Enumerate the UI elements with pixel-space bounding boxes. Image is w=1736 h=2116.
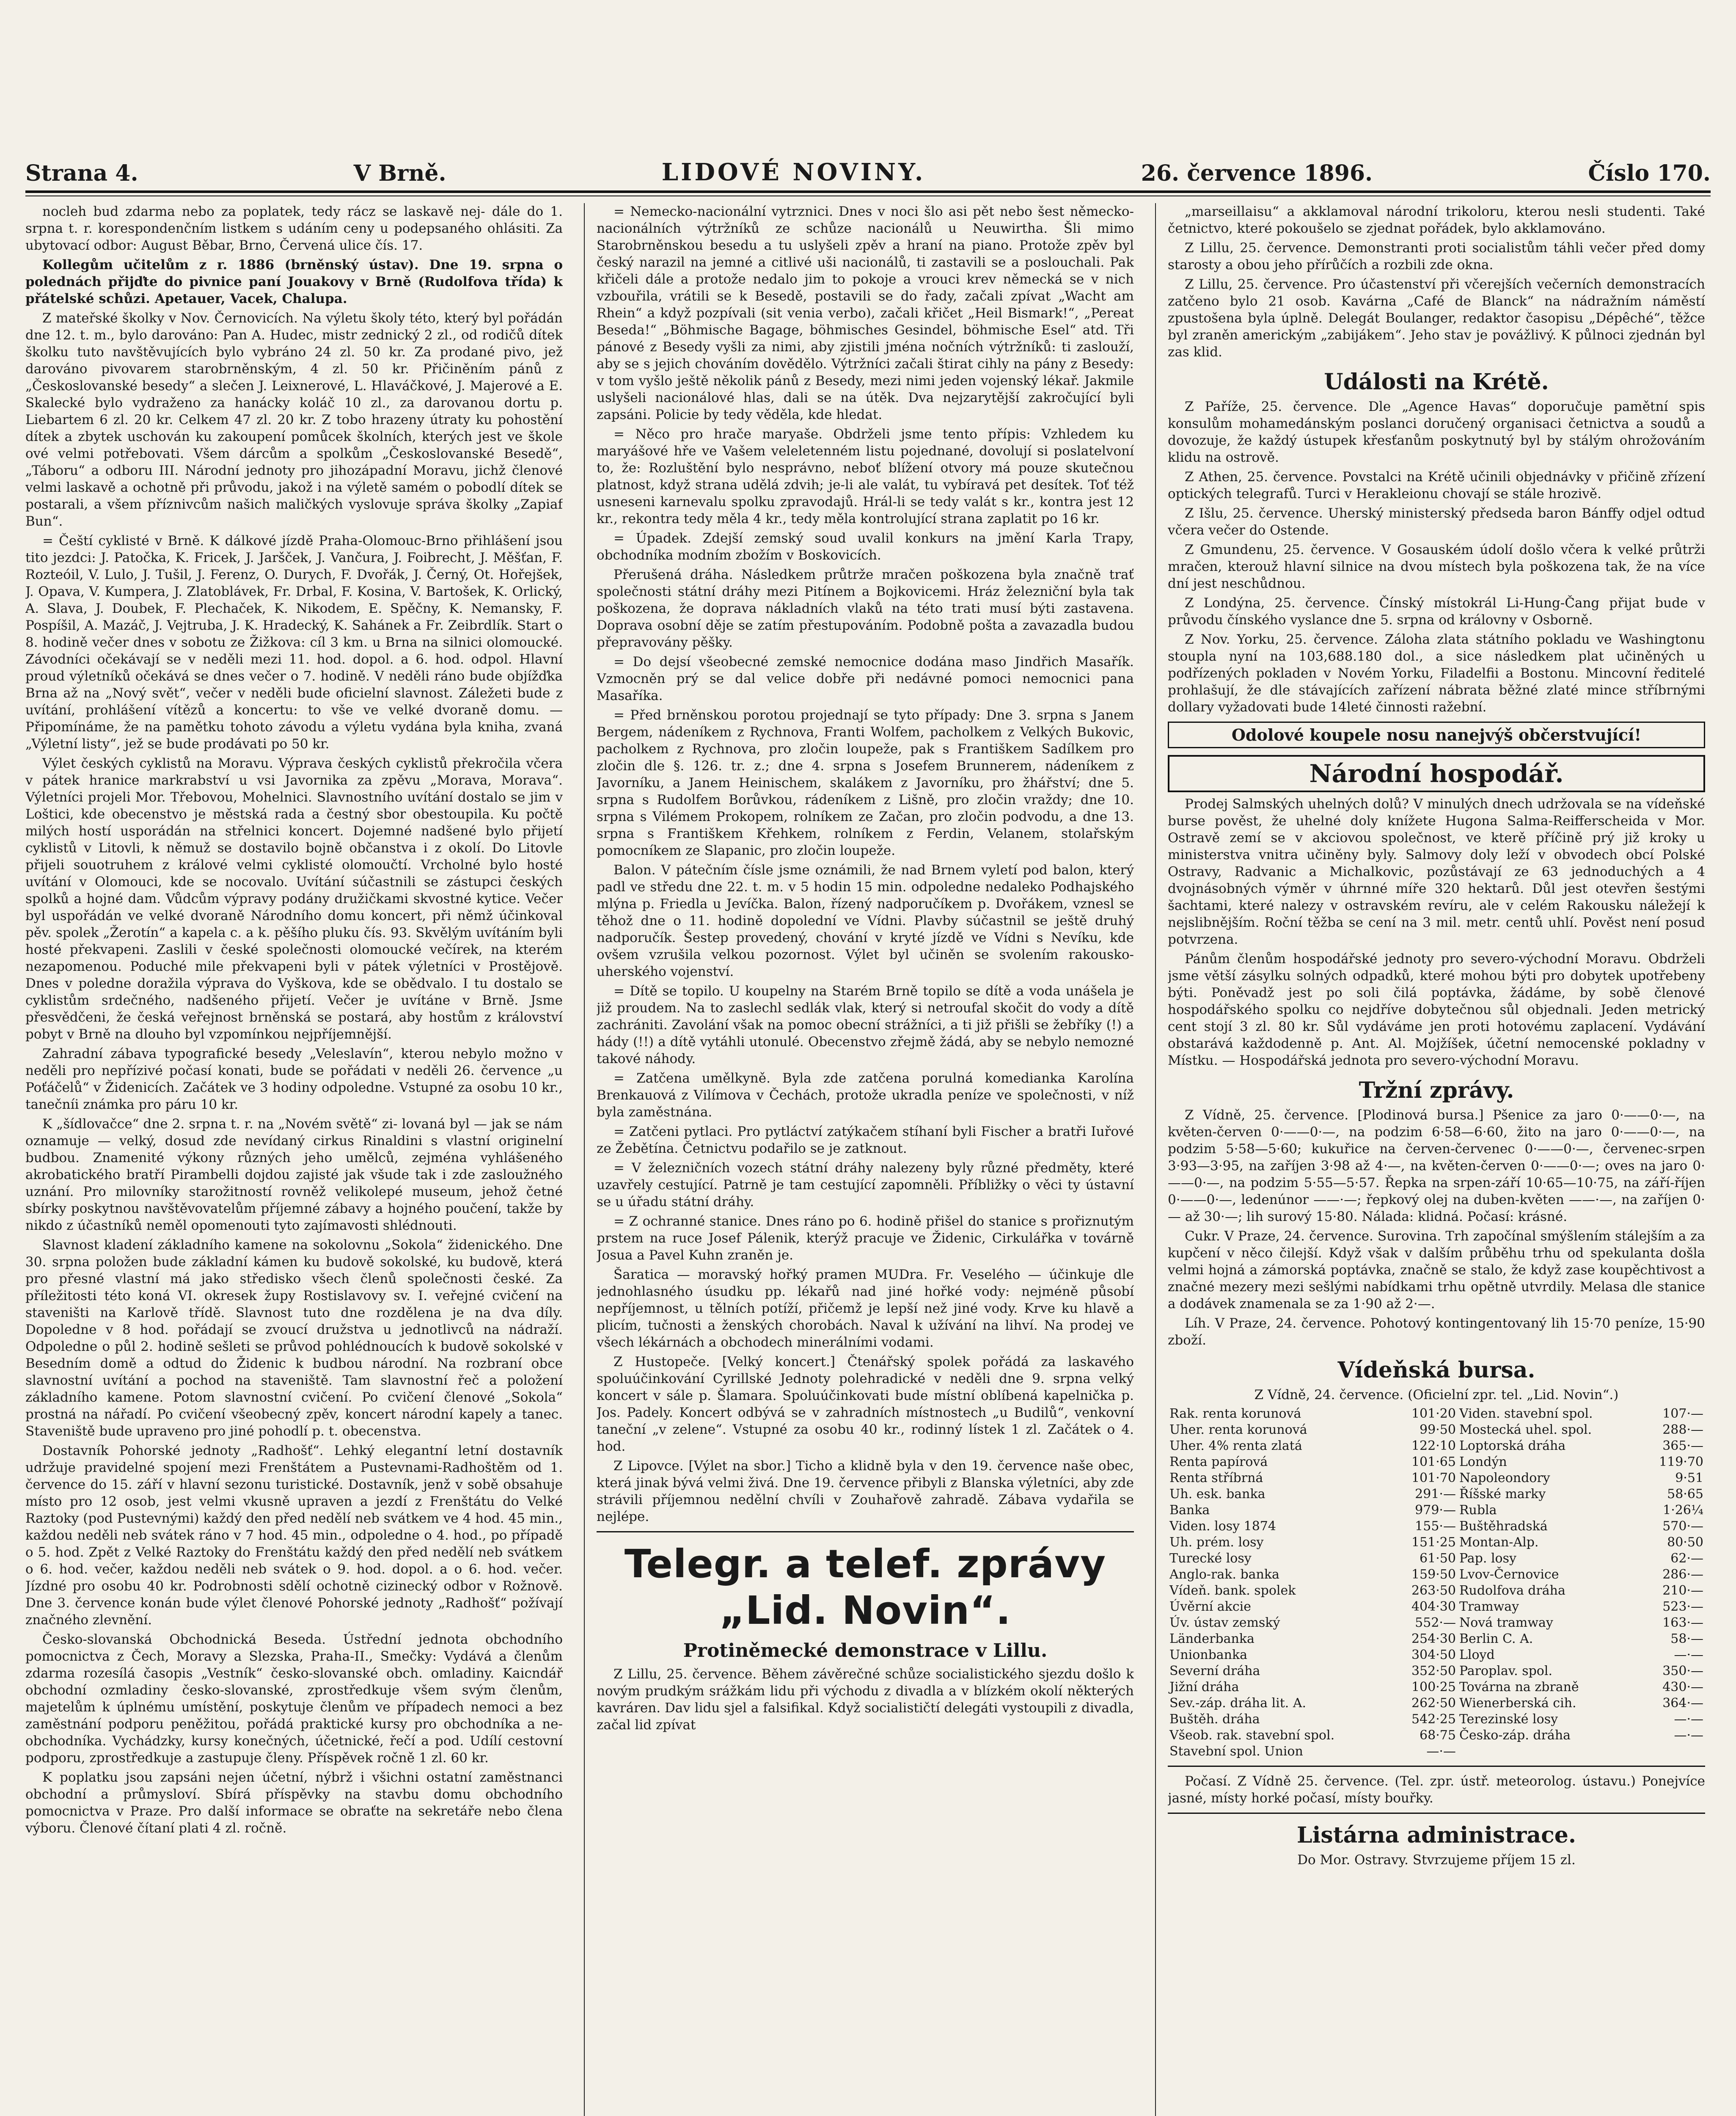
article-paragraph: = Zatčena umělkyně. Byla zde zatčena porulná komedianka Karolína Brenkauová z Vilímova v Čechách, protože ukradla peníze ve společnosti, v níž byla zaměstnána. <box>597 1071 1134 1120</box>
bursa-item-value: 523·— <box>1662 1599 1703 1614</box>
bursa-item-value: 263·50 <box>1411 1583 1456 1598</box>
bursa-item-name: Banka <box>1169 1503 1210 1518</box>
issue-number: Číslo 170. <box>1588 160 1711 186</box>
table-row <box>1168 1535 1705 1551</box>
bursa-item-value: 1·26¼ <box>1663 1503 1703 1518</box>
bursa-item-name: Loptorská dráha <box>1459 1438 1566 1453</box>
bursa-item-name: Lvov-Černovice <box>1459 1567 1559 1582</box>
article-paragraph: Prodej Salmských uhelných dolů? V minulých dnech udržovala se na vídeňské burse pověst, že uhelné doly knížete Hugona Salma-Reifferscheida v Mor. Ostravě zemí se v akciovou společnost, ve kterě příčině prý již kroky u ministerstva vnitra učiněny byly. Salmovy doly leží v obvodech obcí Polské Ostravy, Radvanic a Michalkovic, pozůstávají ze 63 jednoduchých a 4 dvojnásobných výměr v úhrnné míře 320 hektarů. Důl jest otevřen šestými šachtami, které nalezy v ostravském revíru, ale v celém Rakousku náležejí k nejslibnějším. Roční těžba se cení na 3 mil. metr. centů uhlí. Pověst není posud potvrzena. <box>1168 796 1705 947</box>
article-paragraph: Z Lillu, 25. července. Během závěrečné schůze socialistického sjezdu došlo k novým prudkým srážkám lidu při východu z divadla a v blízkém okolí některých kavráren. Dav lidu sjel a falsifikal. Když socialističtí delegáti vystoupili z divadla, začal lid zpívat <box>597 1667 1134 1733</box>
section-rule <box>597 1531 1134 1532</box>
bursa-item-value: 364·— <box>1662 1696 1703 1711</box>
bursa-item-name: Česko-záp. dráha <box>1459 1728 1571 1743</box>
article-paragraph: Česko-slovanská Obchodnická Beseda. Ústřední jednota obchodního pomocnictva z Čech, Moravy a Slezska, Praha-II., Smečky: Vydává a členům zdarma rozesílá časopis „Vestník“ česko-slovanské obch. omladiny. Kaicndář obchodní ozmladiny česko-slovanské, zprostředkuje všem svým členům, majetelům k úplnému umístění, poskytuje členům ve případech nemoci a bez zaměstnání podporu peněžitou, pořádá praktické kursy pro obchodníka a ne-obchodníka. Vychádzky, kursy konečných, účetnické, řečí a pod. Udílí cestovní podporu, zprostředkuje a zastupuje členy. Příspěvek ročně 1 zl. 60 kr. <box>25 1632 563 1766</box>
masthead-rule <box>25 190 1711 193</box>
article-paragraph: Z Lillu, 25. července. Pro účastenství při včerejších večerních demonstracích zatčeno bylo 21 osob. Kavárna „Café de Blanck“ na nádražním náměstí zpustošena byla úplně. Delegát Boulanger, redaktor časopisu „Dépêché“, těžce byl zraněn americkým „zabijákem“. Jeho stav je povážlivý. K půlnoci zjednán byl zas klid. <box>1168 277 1705 360</box>
table-row <box>1168 1599 1705 1615</box>
article-paragraph: Pánům členům hospodářské jednoty pro severo-východní Moravu. Obdrželi jsme větší zásylku solných odpadků, které mohou býti pro dobytek upotřebeny býti. Poněvadž jest po soli čilá poptávka, žádáme, by sobě členové hospodářského spolku co nejdříve dobytečnou sůl objednali. Jeden metrický cent stojí 3 zl. 80 kr. Sůl vydáváme jen proti hotovému zaplacení. Vydávání obstarává každodenně p. Ant. Al. Mojžíšek, účetní nemocenské pokladny v Místku. — Hospodářská jednota pro severo-východní Moravu. <box>1168 951 1705 1068</box>
bursa-item-value: 101·65 <box>1411 1455 1456 1469</box>
article-paragraph: = Z ochranné stanice. Dnes ráno po 6. hodině přišel do stanice s prořiznutým prstem na ruce Josef Pálenik, kterýž pracuje ve Židenic, Cirkulářka v továrně Josua a Pavel Kuhn zraněn je. <box>597 1214 1134 1263</box>
section-rule <box>1168 1766 1705 1767</box>
bursa-item-name: Jižní dráha <box>1169 1680 1239 1694</box>
table-row <box>1168 1406 1705 1422</box>
bursa-item-name: Turecké losy <box>1169 1551 1252 1566</box>
article-paragraph: Přerušená dráha. Následkem průtrže mračen poškozena byla značně trať společnosti státní dráhy mezi Pitínem a Bojkovicemi. Hráz železniční byla tak poškozena, že doprava nákladních vlaků na této trati musí býti zastavena. Doprava osobní děje se zatím přestupováním. Podobně pošta a zavazadla budou přepravovány pěšky. <box>597 567 1134 650</box>
bursa-item-name: Renta stříbrná <box>1169 1471 1263 1485</box>
table-row <box>1168 1631 1705 1647</box>
section-heading: Události na Krétě. <box>1324 369 1549 395</box>
bursa-item-name: Sev.-záp. dráha lit. A. <box>1169 1696 1307 1711</box>
article-paragraph: = Dítě se topilo. U koupelny na Starém Brně topilo se dítě a voda unášela je již proudem. Na to zaslechl sedlák vlak, který si netroufal skočit do vody a dítě zachrániti. Zavolání však na pomoc obecní strážníci, a ti již přišli se žebříky (!) a hády (!!) a dítě vytáhli utonulé. Obecenstvo zřejmě žádá, aby se nebylo nemozné takové náhody. <box>597 984 1134 1066</box>
bursa-item-name: Uher. 4% renta zlatá <box>1169 1438 1302 1453</box>
bursa-item-name: Stavební spol. Union <box>1169 1744 1303 1759</box>
section-rule <box>1168 1813 1705 1814</box>
telegraph-heading: Telegr. a telef. zprávy „Lid. Novin“. <box>624 1541 1106 1633</box>
bursa-item-value: 254·30 <box>1411 1631 1456 1646</box>
bursa-item-name: Rak. renta korunová <box>1169 1406 1301 1421</box>
article-paragraph: Z mateřské školky v Nov. Černovicích. Na výletu školy této, který byl pořádán dne 12. t. m., bylo darováno: Pan A. Hudec, mistr zednický 2 zl., od rodičů dítek školku tuto navštěvujících bylo vybráno 24 zl. 50 kr. Za prodané pivo, jež darováno pivovarem starobrněnským, 4 zl. 50 kr. Přičiněním pánů z „Českoslovanské besedy“ a slečen J. Leixnerové, L. Hlaváčkové, J. Majerové a E. Skalecké bylo vydraženo za hanácky koláč 10 zl., za darovanou dortu p. Liebartem 6 zl. 20 kr. Celkem 47 zl. 20 kr. Z tobo hrazeny útraty ku pohostění dítek a zbytek uschován ku zakoupení pomůcek školních, kterých jest ve škole ové velmi potřebovati. Všem dárcům a spolkům „Českoslovanské Besedě“, „Táboru“ a odboru III. Národní jednoty pro jihozápadní Moravu, jichž členové velmi laskavě a ochotně při průvodu, jakož i na výletě samém o pobodlí dítek se postarali, a všem příznivcům našich maličkých vyslovuje správa školky „Zapiaf Bun“. <box>25 311 563 529</box>
table-row <box>1168 1454 1705 1470</box>
bursa-item-value: —·— <box>1674 1648 1703 1662</box>
table-row <box>1168 1679 1705 1695</box>
bursa-item-value: 100·25 <box>1411 1680 1456 1694</box>
table-row <box>1168 1583 1705 1599</box>
bursa-item-value: 101·20 <box>1411 1406 1456 1421</box>
bursa-item-value: 210·— <box>1662 1583 1703 1598</box>
bursa-item-name: Úvěrní akcie <box>1169 1599 1251 1614</box>
table-row <box>1168 1728 1705 1744</box>
bursa-item-name: Úv. ústav zemský <box>1169 1615 1280 1630</box>
bursa-item-value: 404·30 <box>1411 1599 1456 1614</box>
bursa-item-value: 107·— <box>1662 1406 1703 1421</box>
bursa-item-value: 151·25 <box>1411 1535 1456 1550</box>
table-row <box>1168 1551 1705 1567</box>
bursa-item-value: 262·50 <box>1411 1696 1456 1711</box>
bursa-item-name: Vídeň. bank. spolek <box>1169 1583 1296 1598</box>
article-paragraph: Cukr. V Praze, 24. července. Surovina. Trh započínal smýšlením stálejším a za kupčení v něco čilejší. Když však v dalším průběhu trhu od spekulanta došla velmi hojná a zámorská poptávka, značně se stalo, že když zase koupěchtivost a značné mezery mezi sešlými nabídkami trhu opětně utvrdily. Melasa dle stanice a dodávek znamenala se za 1·90 až 2·—. <box>1168 1229 1705 1311</box>
bursa-item-name <box>1458 1744 1641 1760</box>
bursa-item-value: 552·— <box>1415 1615 1456 1630</box>
bursa-item-value: 159·50 <box>1411 1567 1456 1582</box>
table-row <box>1168 1470 1705 1486</box>
article-paragraph: Z Paříže, 25. července. Dle „Agence Havas“ doporučuje pamětní spis konsulům mohamedánským poslanci doručený organisaci četnictva a soudů a dovozuje, že každý ústupek křesťanům poskytnutý byl by stálým ohrožováním klidu na ostrově. <box>1168 399 1705 465</box>
article-paragraph: Z Lillu, 25. července. Demonstranti proti socialistům táhli večer před domy starosty a obou jeho přírůčích a rozbili zde okna. <box>1168 240 1705 273</box>
column-3 <box>1168 203 1705 2116</box>
bursa-item-name: Nová tramway <box>1459 1615 1553 1630</box>
bursa-item-value: 542·25 <box>1411 1712 1456 1727</box>
bursa-item-value: 352·50 <box>1411 1664 1456 1678</box>
bursa-item-value: 61·50 <box>1420 1551 1456 1566</box>
bursa-item-value: —·— <box>1674 1712 1703 1727</box>
article-paragraph: Z Vídně, 25. července. [Plodinová bursa.] Pšenice za jaro 0·——0·—, na květen-červen 0·——0·—, na podzim 6·58—6·60, žito na jaro 0·——0·—, na podzim 5·58—5·60; kukuřice na červen-červenec 0·——0·—, červenec-srpen 3·93—3·95, na zaříjen 3·98 až 4·—, na květen-červen 0·——0·—; oves na jaro 0·——0·—, na podzim 5·55—5·57. Řepka na srpen-září 10·65—10·75, na září-říjen 0·——0·—, ledenúnor ——·—; řepkový olej na duben-květen ——·—, na zaříjen 0·— až 30·—; lih surový 15·80. Nálada: klidná. Počasí: krásné. <box>1168 1108 1705 1224</box>
bursa-item-name: Mostecká uhel. spol. <box>1459 1422 1592 1437</box>
bursa-item-name: Napoleondory <box>1459 1471 1550 1485</box>
bursa-item-value: 288·— <box>1662 1422 1703 1437</box>
bursa-item-value: 80·50 <box>1667 1535 1703 1550</box>
column-divider <box>1155 203 1156 2116</box>
column-2 <box>597 203 1134 2116</box>
bursa-item-value: 101·70 <box>1411 1471 1456 1485</box>
article-paragraph: Z Lipovce. [Výlet na sbor.] Ticho a klidně byla v den 19. července naše obec, která jinak bývá velmi živá. Dne 19. července přibyli z Blanska výletníci, aby zde strávili příjemnou nedělní chvíli v Zouhařově zahradě. Zábava vydařila se nejlépe. <box>597 1458 1134 1524</box>
bursa-item-name: Říšské marky <box>1459 1487 1546 1502</box>
bursa-item-value: 365·— <box>1662 1438 1703 1453</box>
bursa-item-name: Viden. losy 1874 <box>1169 1519 1276 1534</box>
table-row <box>1168 1647 1705 1663</box>
table-row <box>1168 1422 1705 1438</box>
article-paragraph: = Do dejsí všeobecné zemské nemocnice dodána maso Jindřich Masařík. Vzmocněn prý se dal velice dobře při nedávné pomoci nemocnici pana Masaříka. <box>597 654 1134 703</box>
table-row <box>1168 1711 1705 1728</box>
bursa-item-value: —·— <box>1426 1744 1456 1759</box>
bursa-item-value: —·— <box>1674 1728 1703 1743</box>
bursa-item-name: Viden. stavební spol. <box>1459 1406 1593 1421</box>
bursa-item-value <box>1641 1744 1705 1760</box>
bursa-item-value: 286·— <box>1662 1567 1703 1582</box>
page-number: Strana 4. <box>25 160 138 186</box>
article-paragraph: Slavnost kladení základního kamene na sokolovnu „Sokola“ židenického. Dne 30. srpna položen bude základní kámen ku budově sokolské, ku budově, která pro přesné vlastní má jako středisko všech členů společnosti české. Za příležitosti této koná VI. okresek župy Rostislavovy sv. I. veřejné cvičení na staveništi na Karlově třídě. Slavnost tuto dne rozdělena je na dva díly. Dopoledne v 8 hod. pořádají se zvoucí družstva u jednotlivců na nádraží. Odpoledne o půl 2. hodině sešleti se průvod pohlédnoucích k budově sokolské v Besedním domě a odtud do Židenic k budbou národní. Na rozbraní obce slavnostní uvítání a pochod na staveniště. Tam slavnostní řeč a položení základního kamene. Potom slavnostní cvičení. Po cvičení členové „Sokola“ prostná na nářadí. Po cvičení všeobecný zpěv, koncert národní kapely a tanec. Staveniště bude upraveno pro jiné pohodlí p. t. obecenstva. <box>25 1237 563 1439</box>
bursa-item-value: 58·65 <box>1667 1487 1703 1502</box>
article-paragraph: nocleh bud zdarma nebo za poplatek, tedy rácz se laskavě nej- dále do 1. srpna t. r. korespondenčním listkem s udáním ceny u podepsaného ohlásiti. Za ubytovací odbor: August Běbar, Brno, Červená ulice čís. 17. <box>25 204 563 253</box>
bursa-item-value: 430·— <box>1662 1680 1703 1694</box>
table-row <box>1168 1486 1705 1502</box>
bursa-item-name: Anglo-rak. banka <box>1169 1567 1279 1582</box>
bursa-item-name: Renta papírová <box>1169 1455 1268 1469</box>
bursa-item-name: Unionbanka <box>1169 1648 1248 1662</box>
bursa-item-name: Pap. losy <box>1459 1551 1516 1566</box>
bursa-item-value: 58·— <box>1670 1631 1703 1646</box>
article-paragraph: Z Hustopeče. [Velký koncert.] Čtenářský spolek pořádá za laskavého spoluúčinkování Cyrillské Jednoty polehradické v neděli dne 9. srpna velký koncert v sále p. Šlamara. Spoluúčinkovati bude místní oblíbená kapelnička p. Jos. Padely. Koncert odbývá se v zahradních místnostech „u Budilů“, venkovní taneční „v zelene“. Vstupné za osobu 40 kr., rodinný lístek 1 zl. Začátek o 4. hod. <box>597 1354 1134 1454</box>
bursa-item-name: Továrna na zbraně <box>1459 1680 1579 1694</box>
bursa-item-value: 68·75 <box>1420 1728 1456 1743</box>
bursa-item-name: Uh. esk. banka <box>1169 1487 1266 1502</box>
place: V Brně. <box>353 160 446 186</box>
article-paragraph: „marseillaisu“ a akklamoval národní trikoloru, kterou nesli studenti. Také četnictvo, které pokoušelo se zjednat pořádek, bylo akklamováno. <box>1168 204 1705 236</box>
bursa-item-name: Buštěhradská <box>1459 1519 1548 1534</box>
bursa-item-name: Wienerberská cih. <box>1459 1696 1576 1711</box>
article-paragraph: Z Gmundenu, 25. července. V Gosauském údolí došlo včera k velké průtrži mračen, kterouž hlavní silnice na dvou místech byla poškozena tak, že na více dní jest neschůdnou. <box>1168 542 1705 591</box>
bursa-item-value: 304·50 <box>1411 1648 1456 1662</box>
article-paragraph: = Před brněnskou porotou projednají se tyto případy: Dne 3. srpna s Janem Bergem, nádeníkem z Rychnova, Franti Wolfem, pacholkem z Velkých Bukovic, pacholkem z Rychnova, pro zločin loupeže, pak s Františkem Sadílkem pro zločin dle §. 126. tr. z.; dne 4. srpna s Josefem Brunnerem, nádeníkem z Javorníku, a Janem Heinischem, skalákem z Javorníku, pro žhářství; dne 5. srpna s Rudolfem Borůvkou, rádeníkem z Lišně, pro zločin vraždy; dne 10. srpna s Vilémem Prokopem, rolníkem ze Začan, pro zločin podvodu, a dne 13. srpna s Františkem Křehkem, rolníkem z Ferdin, Velanem, stolařským pomocníkem ze Slapanic, pro zločin loupeže. <box>597 708 1134 858</box>
article-paragraph: Výlet českých cyklistů na Moravu. Výprava českých cyklistů překročila včera v pátek hranice markrabství u vsi Javornika za zpěvu „Morava, Morava“. Výletníci projeli Mor. Třebovou, Mohelnici. Slavnostního uvítání dostalo se jim v Loštici, kde obecenstvo je městská rada a čestný sbor obestoupila. Ku počtě milých hostí usporádán na střelnici koncert. Dojemné nadšené bylo přijetí cyklistů v Litovli, k němuž se dostavilo bojně občanstva i z okolí. Do Litovle přijeli souotruhem z králové velmi cyklisté olomoučtí. Vrcholné bylo hosté uvítání v Olomouci, kde se nocovalo. Uvítání súčastnili se zástupci českých spolků a hojné dam. Vůdcům výpravy podány družičkami skvostné kytice. Večer byl uspořádán ve velké dvoraně Národního domu koncert, při němž účinkoval pěv. spolek „Žerotín“ a kapela c. a k. pěšího pluku čís. 93. Skvělým uvítáním byli hosté překvapeni. Zaslili v české společnosti olomoucké večírek, na kterém nezapomenou. Poduché mile překvapeni byli v pátek výletníci v Prostějově. Dnes v poledne doražila výprava do Vyškova, kde se obědvalo. I tu dostalo se cyklistům srdečného, nadšeného přijetí. Večer je uvítáne v Brně. Jsme přesvědčeni, že česká veřejnost brněnská se postará, aby hostům z království pobyt v Brně na dlouho byl vzpomínkou nejpříjemnější. <box>25 756 563 1042</box>
telegraph-subheading: Protiněmecké demonstrace v Lillu. <box>683 1640 1048 1661</box>
bursa-item-name: Paroplav. spol. <box>1459 1664 1553 1678</box>
article-paragraph: = Něco pro hrače maryaše. Obdrželi jsme tento přípis: Vzhledem ku maryášové hře ve Vašem veleletenném listu pojednané, dovolují si poslatelvoní to, že: Rozluštění bylo nesprávno, neboť blížení otvory má pouze skutečnou platnost, když strana udělá zdvih; je-li ale valát, tu vybíravá pet desítek. Toť též usneseni karnevalu spolku zpravodajů. Hrál-li se tedy valát s kr., kontra jest 12 kr., rekontra tedy měla 4 kr., tedy měla kontrolující strana zaplatit po 16 kr. <box>597 427 1134 526</box>
section-heading: Tržní zprávy. <box>1359 1077 1514 1103</box>
article-paragraph: Šaratica — moravský hořký pramen MUDra. Fr. Veselého — účinkuje dle jednohlasného úsudku pp. lékařů nad jiné hořké vody: nejméně působí nepříjemnost, u tělních potíží, přičemž je lepší než jiné vody. Krve ku hlavě a plicím, tučnosti a ženských chorobách. Naval k užívání na lihví. Na prodej ve všech lékárnách a obchodech minerálními vodami. <box>597 1267 1134 1350</box>
bursa-item-name: Montan-Alp. <box>1459 1535 1539 1550</box>
bursa-item-name: Tramway <box>1459 1599 1519 1614</box>
bursa-item-value: 99·50 <box>1420 1422 1456 1437</box>
issue-date: 26. července 1896. <box>1141 160 1373 186</box>
bursa-item-value: 122·10 <box>1411 1438 1456 1453</box>
newspaper-title: LIDOVÉ NOVINY. <box>661 158 926 186</box>
bursa-item-name: Severní dráha <box>1169 1664 1260 1678</box>
bursa-item-value: 979·— <box>1415 1503 1456 1518</box>
table-row <box>1168 1695 1705 1711</box>
bursa-item-value: 350·— <box>1662 1664 1703 1678</box>
bursa-item-value: 291·— <box>1415 1487 1456 1502</box>
bursa-item-value: 62·— <box>1670 1551 1703 1566</box>
bursa-item-name: Lloyd <box>1459 1648 1495 1662</box>
article-paragraph: Dostavník Pohorské jednoty „Radhošť“. Lehký elegantní letní dostavník udržuje pravidelné spojení mezi Frenštátem a Pustevnami-Radhoštěm od 1. července do 15. září v hlavní sezonu turistické. Dostavník, jenž v sobě obsahuje místo pro 12 osob, jest velmi vkusně upraven a jezdí z Frenštátu do Velké Raztoky (pod Pustevnými) každý den před nedělí neb svátkem ve 4 hod. 45 min., každou neděli neb svátek ráno v 7 hod. 45 min., odpoledne o 4. hod., po případě o 5. hod. Zpět z Velké Raztoky do Frenštátu každý den před nedělí neb svátkem o 6. hod. večer, každou neděli neb svátek o 9. hod. dopol. a o 6. hod. večer. Jízdné pro osobu 40 kr. Podrobnosti sdělí ochotně cizinecký odbor v Rožnově. Dne 3. července konán bude výlet členové Pohorské jednoty „Radhošť“ požívají značného zlevnění. <box>25 1443 563 1628</box>
article-paragraph: = Čeští cyklisté v Brně. K dálkové jízdě Praha-Olomouc-Brno přihlášení jsou tito jezdci: J. Patočka, K. Fricek, J. Jaršček, J. Vančura, J. Foibrecht, J. Měšťan, F. Rozteóil, V. Lulo, J. Tušil, J. Ferenz, O. Durych, F. Dvořák, J. Černý, Ot. Hořejšek, J. Opava, V. Kumpera, J. Zlatoblávek, Fr. Drbal, F. Kosina, V. Bartošek, K. Orlický, A. Slava, J. Doubek, F. Plechaček, K. Nikodem, E. Spěčny, K. Nemansky, F. Pospíšil, A. Mazáč, J. Vejtruba, J. K. Hradecký, K. Sahánek a Fr. Zeibrdlík. Start o 8. hodině večer dnes v sobotu ze Žižkova: cíl 3 km. u Brna na silnici olomoucké. Závodníci očekávají se v neděli mezi 11. hod. dopol. a 6. hod. odpol. Hlavní proud výletníků očekává se dnes večer o 7. hodině. V neděli ráno bude objížďka Brna až na „Nový svět“, večer v neděli bude oficielní slavnost. Záležeti bude z uvítání, prohlášení vítězů a koncertu: to vše ve velké dvoraně domu. — Připomínáme, že na pamětku tohoto závodu a výletu vydána byla kniha, zvaná „Výletní listy“, jež se bude prodávati po 50 kr. <box>25 533 563 752</box>
bursa-item-name: Rubla <box>1459 1503 1497 1518</box>
table-row <box>1168 1744 1705 1760</box>
bursa-table <box>1168 1406 1705 1760</box>
article-paragraph: Do Mor. Ostravy. Stvrzujeme příjem 15 zl. <box>1297 1852 1576 1868</box>
bursa-item-name: Berlin C. A. <box>1459 1631 1533 1646</box>
column-1 <box>25 203 563 2116</box>
article-paragraph: K „šídlovačce“ dne 2. srpna t. r. na „Novém světě“ zi- lovaná byl — jak se nám oznamuje — velký, dosud zde nevídaný cirkus Rinaldini s vlastní originelní budbou. Znamenité výkony různých jeho umělců, zejména vyhlášeného akrobatického bratří Pirambelli dojdou zajisté jak všude tak i zde zasloužného uznání. Pro milovníky starožitností rovněž velikolepé museum, jehož četné sbírky poskytnou navštěvovatelům příjemné zábavy a hojného poučení, takže by nikdo z účastníků neměl opomenouti tyto zajímavosti shlédnouti. <box>25 1116 563 1233</box>
section-heading: Národní hospodář. <box>1168 755 1705 792</box>
article-paragraph: Zahradní zábava typografické besedy „Veleslavín“, kterou nebylo možno v neděli pro nepřízivé počasí konati, bude se pořádati v neděli 26. července „u Poťáčelů“ v Židenicích. Začátek ve 3 hodiny odpoledne. Vstupné za osobu 10 kr., tanečníi známka pro páru 10 kr. <box>25 1046 563 1112</box>
table-row <box>1168 1615 1705 1631</box>
article-paragraph: Z Išlu, 25. července. Uherský ministerský předseda baron Bánffy odjel odtud včera večer do Ostende. <box>1168 506 1705 538</box>
article-paragraph: Líh. V Praze, 24. července. Pohotový kontingentovaný lih 15·70 peníze, 15·90 zboží. <box>1168 1316 1705 1348</box>
bursa-subheading: Z Vídně, 24. července. (Oficielní zpr. tel. „Lid. Novin“.) <box>1254 1387 1619 1402</box>
bursa-item-name: Rudolfova dráha <box>1459 1583 1565 1598</box>
article-paragraph: = Nemecko-nacionální vytrznici. Dnes v noci šlo asi pět nebo šest německo-nacionálních výtržníků ze schůze nacionálů u Neuwirtha. Šli mimo Starobrněnskou besedu a tu uslyšeli zpěv a hraní na piano. Protože zpěv byl český narazil na jemné a citlivé uši nacionálů, ti zastavili se a poslouchali. Pak křičeli dále a protože nedalo jim to pokoje a vrouci krev německá se v nich vzbouřila, vrátili se k Besedě, postavili se do řady, začali zpívat „Wacht am Rhein“ a když pozpívali (sit venia verbo), začali křičet „Heil Bismark!“, „Pereat Beseda!“ „Böhmische Bagage, böhmisches Gesindel, böhmische Esel“ atd. Tři pánové z Besedy vyšli za nimi, aby zjistili jména nočních výtržníků: ti zaslouží, aby se s jejich chováním dovědělo. Výtržníci začali štirat cihly na pány z Besedy: v tom vyšlo ještě několik pánů z Besedy, mezi nimi jeden vojenský lékař. Jakmile uslyšeli nacionálové hlas, dali se na útěk. Dva nejzarytější zakročující byli zapsáni. Policie by tedy věděla, kde hledat. <box>597 204 1134 422</box>
bursa-item-name: Uher. renta korunová <box>1169 1422 1307 1437</box>
bursa-item-name: Uh. prém. losy <box>1169 1535 1264 1550</box>
weather-report: Počasí. Z Vídně 25. července. (Tel. zpr. ústř. meteorolog. ústavu.) Ponejvíce jasné, místy horké počasí, místy bouřky. <box>1168 1774 1705 1806</box>
article-paragraph: Z Athen, 25. července. Povstalci na Krétě učinili objednávky v přičině zřízení optických telegrafů. Turci v Herakleionu chovají se stále hrozivě. <box>1168 469 1705 501</box>
article-paragraph: Kollegům učitelům z r. 1886 (brněnský ústav). Dne 19. srpna o polednách přijďte do pivnice paní Jouakovy v Brně (Rudolfova třída) k přátelské schůzi. Apetauer, Vacek, Chalupa. <box>25 257 563 306</box>
bursa-item-name: Všeob. rak. stavební spol. <box>1169 1728 1335 1743</box>
article-paragraph: = V železničních vozech státní dráhy nalezeny byly různé předměty, které uzavřely cestující. Patrně je tam cestující zapomněli. Příbližky o věci ty ústavní se u úřadu státní dráhy. <box>597 1160 1134 1210</box>
article-paragraph: K poplatku jsou zapsáni nejen účetní, nýbrž i všichni ostatní zaměstnanci obchodní a průmysloví. Sbírá příspěvky na stavbu domu obchodního pomocnictva v Praze. Pro další informace se obraťte na sekretáře nebo člena výboru. Členové čítaní plati 4 zl. ročně. <box>25 1770 563 1836</box>
bursa-item-value: 163·— <box>1662 1615 1703 1630</box>
bursa-item-value: 9·51 <box>1675 1471 1703 1485</box>
bursa-item-name: Buštěh. dráha <box>1169 1712 1260 1727</box>
article-paragraph: = Zatčeni pytlaci. Pro pytláctví zatýkačem stíhaní byli Fischer a bratři Iuřové ze Žebětína. Četnictvu podařilo se je zatknout. <box>597 1124 1134 1156</box>
bursa-item-name: Londýn <box>1459 1455 1507 1469</box>
article-paragraph: Balon. V pátečním čísle jsme oznámili, že nad Brnem vyletí pod balon, který padl ve středu dne 22. t. m. v 5 hodin 15 min. odpoledne nedaleko Podhajského mlýna p. Friedla u Jevíčka. Balon, řízený nadporučíkem p. Dvořákem, vznesl se těhož dne o 11. hodině dopolední ve Vídni. Plavby súčastnil se ještě druhý nadporučík. Šestep provedený, chování v kryté jízdě ve Vídni s Nevíku, kde ovšem vzrušila velkou pozornost. Výlet byl učiněn se svolením rakousko-uherského vojenství. <box>597 862 1134 979</box>
advertisement-box: Odolové koupele nosu nanejvýš občerstvující! <box>1168 722 1705 748</box>
bursa-item-value: 155·— <box>1415 1519 1456 1534</box>
column-divider <box>584 203 585 2116</box>
table-row <box>1168 1438 1705 1454</box>
section-heading: Vídeňská bursa. <box>1337 1357 1535 1383</box>
section-heading: Listárna administrace. <box>1297 1822 1576 1848</box>
article-paragraph: Z Nov. Yorku, 25. července. Záloha zlata státního pokladu ve Washingtonu stoupla nyní na 103,688.180 dol., a sice následkem plat učiněných u podřízených pokladen v Novém Yorku, Filadelfii a Bostonu. Mincovní ředitelé prohlašují, že dle stávajících zařízení nábrata běžné zlaté mince stříbrnými dollary vyžadovati bude 14leté činnosti ražební. <box>1168 632 1705 715</box>
table-row <box>1168 1567 1705 1583</box>
bursa-item-value: 570·— <box>1662 1519 1703 1534</box>
article-paragraph: = Úpadek. Zdejší zemský soud uvalil konkurs na jmění Karla Trapy, obchodníka modním zbožím v Boskovicích. <box>597 531 1134 563</box>
article-paragraph: Z Londýna, 25. července. Čínský místokrál Li-Hung-Čang přijat bude v průvodu čínského vyslance dne 5. srpna od královny v Osborně. <box>1168 595 1705 628</box>
bursa-item-value: 119·70 <box>1659 1455 1703 1469</box>
table-row <box>1168 1502 1705 1518</box>
table-row <box>1168 1663 1705 1679</box>
masthead <box>25 157 1711 186</box>
bursa-item-name: Terezinské losy <box>1459 1712 1558 1727</box>
table-row <box>1168 1518 1705 1535</box>
bursa-item-name: Länderbanka <box>1169 1631 1255 1646</box>
